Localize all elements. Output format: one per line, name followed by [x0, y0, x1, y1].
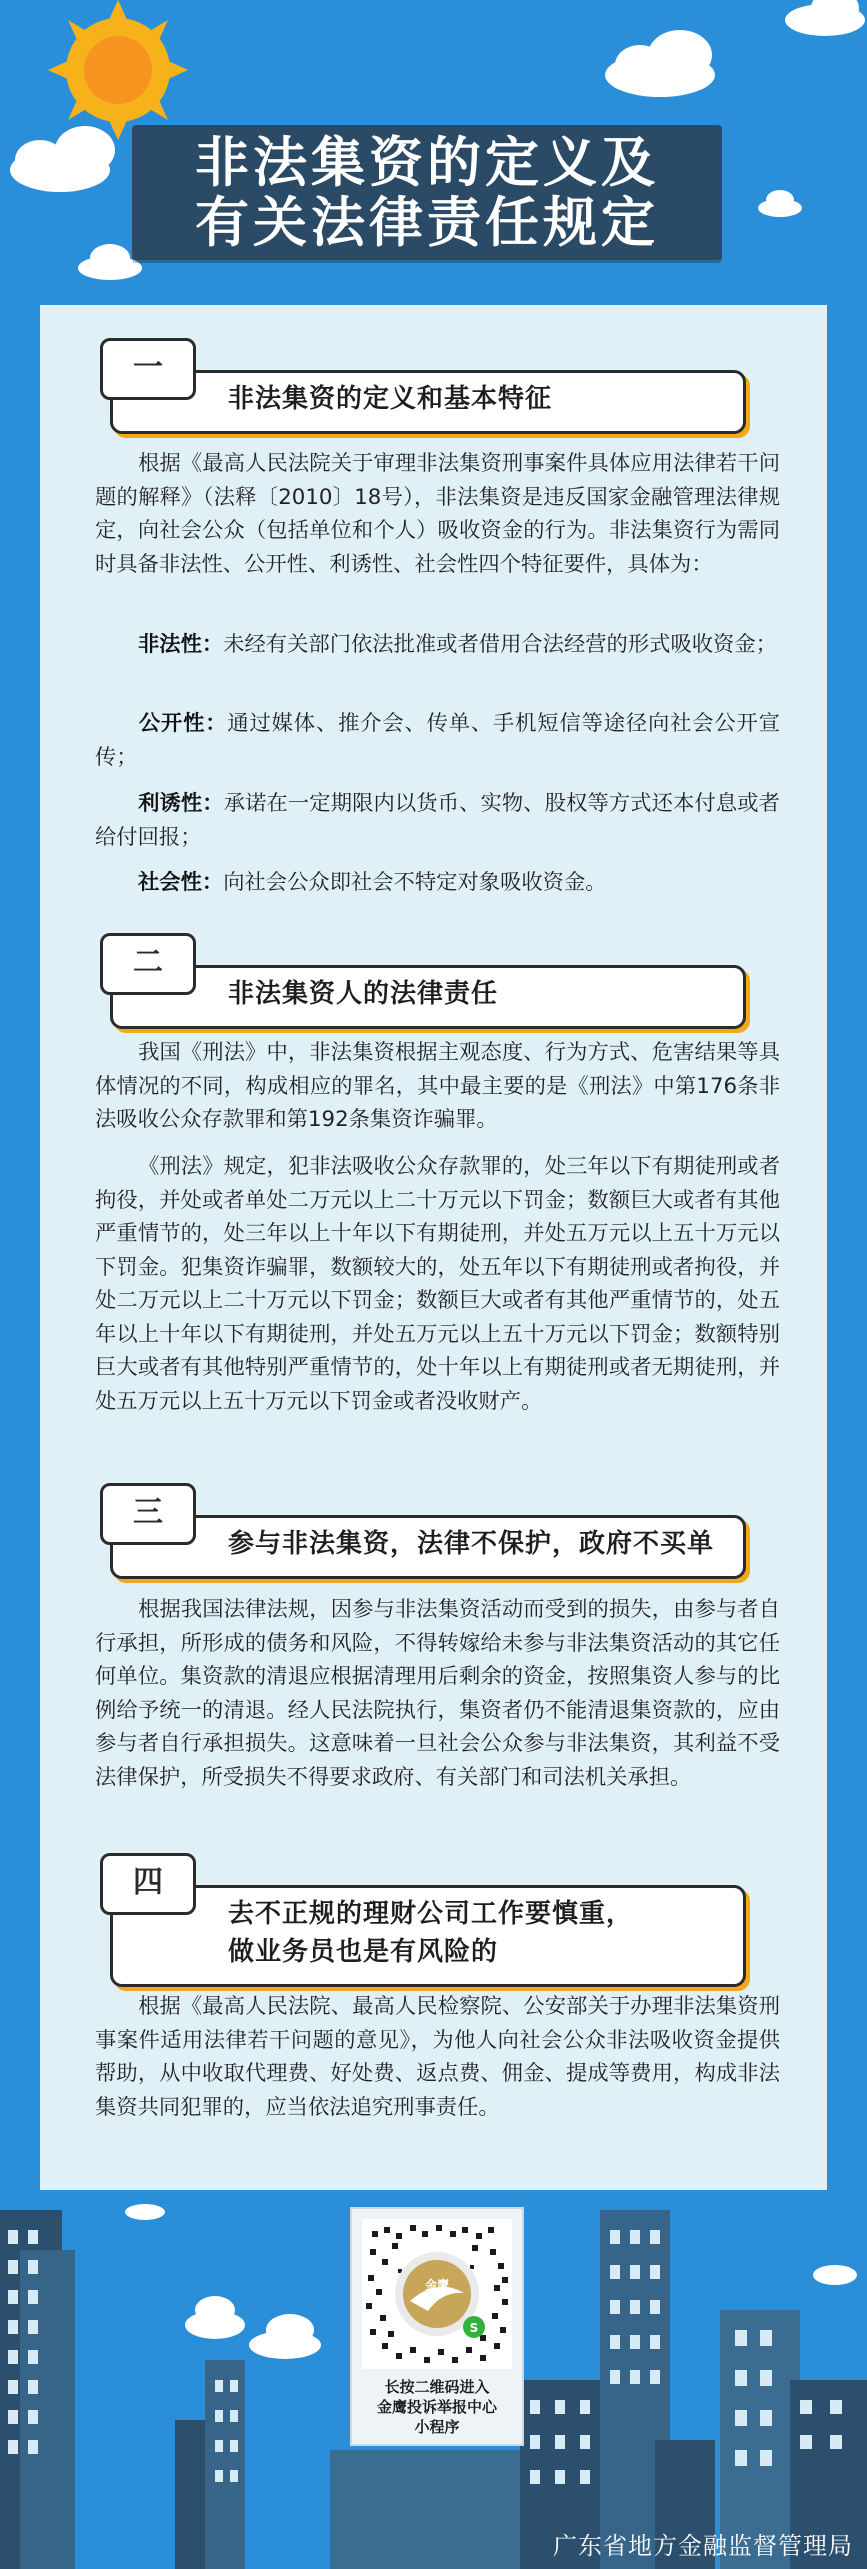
- qr-logo-text: 金鹰: [424, 2278, 450, 2292]
- section-number: 三: [100, 1483, 196, 1545]
- footer-organization: 广东省地方金融监督管理局: [553, 2532, 853, 2560]
- cloud-icon: [785, 0, 865, 36]
- sun-icon: [48, 0, 188, 140]
- section-heading: 非法集资人的法律责任: [228, 979, 499, 1009]
- section-4-para-1: 根据《最高人民法院、最高人民检察院、公安部关于办理非法集资刑事案件适用法律若干问题的意见》，为他人向社会公众非法吸收资金提供帮助，从中收取代理费、好处费、返点费、佣金、提成等费用，构成非法集资共同犯罪的，应当依法追究刑事责任。: [95, 1994, 780, 2120]
- feature-inducement: 利诱性：承诺在一定期限内以货币、实物、股权等方式还本付息或者给付回报；: [95, 791, 780, 850]
- section-header-1: [100, 350, 750, 430]
- qr-code-card[interactable]: [350, 2207, 524, 2446]
- section-heading: 参与非法集资，法律不保护，政府不买单: [228, 1529, 715, 1559]
- feature-publicity: 公开性：通过媒体、推介会、传单、手机短信等途径向社会公开宣传；: [95, 711, 780, 770]
- section-number: 二: [100, 933, 196, 995]
- qr-caption-line3: 小程序: [414, 2418, 460, 2436]
- cloud-icon: [10, 126, 115, 192]
- section-header-3: [100, 1495, 750, 1575]
- svg-text:S: S: [469, 2321, 479, 2335]
- section-heading: 非法集资的定义和基本特征: [228, 384, 553, 414]
- section-2-para-2: 《刑法》规定，犯非法吸收公众存款罪的，处三年以下有期徒刑或者拘役，并处或者单处二万元以上二十万元以下罚金；数额巨大或者有其他严重情节的，处三年以上十年以下有期徒刑，并处五万元以上五十万元以下罚金。犯集资诈骗罪，数额较大的，处五年以下有期徒刑或者拘役，并处二万元以上二十万元以下罚金；数额巨大或者有其他严重情节的，处五年以上十年以下有期徒刑，并处五万元以上五十万元以下罚金；数额特别巨大或者有其他特别严重情节的，处十年以上有期徒刑或者无期徒刑，并处五万元以上五十万元以下罚金或者没收财产。: [95, 1154, 780, 1414]
- section-header-4: [100, 1865, 750, 1967]
- qr-caption-line2: 金鹰投诉举报中心: [376, 2398, 497, 2416]
- section-number: 四: [100, 1853, 196, 1915]
- feature-sociality: 社会性：向社会公众即社会不特定对象吸收资金。: [138, 870, 607, 895]
- qr-caption-line1: 长按二维码进入: [384, 2378, 490, 2396]
- section-heading: 去不正规的理财公司工作要慎重， 做业务员也是有风险的: [228, 1899, 634, 1967]
- cloud-icon: [605, 30, 715, 97]
- title-banner: [132, 125, 722, 260]
- page-title-line1: 非法集资的定义及: [195, 131, 659, 194]
- feature-illegality: 非法性：未经有关部门依法批准或者借用合法经营的形式吸收资金；: [138, 632, 777, 657]
- section-3-para-1: 根据我国法律法规，因参与非法集资活动而受到的损失，由参与者自行承担，所形成的债务和风险，不得转嫁给未参与非法集资活动的其它任何单位。集资款的清退应根据清理用后剩余的资金，按照集资人参与的比例给予统一的清退。经人民法院执行，集资者仍不能清退集资款的，应由参与者自行承担损失。这意味着一旦社会公众参与非法集资，其利益不受法律保护，所受损失不得要求政府、有关部门和司法机关承担。: [95, 1597, 780, 1790]
- section-header-2: [100, 945, 750, 1025]
- page-title-line2: 有关法律责任规定: [195, 191, 659, 254]
- section-number: 一: [100, 338, 196, 400]
- cloud-icon: [758, 190, 802, 217]
- qr-code[interactable]: [362, 2219, 512, 2369]
- section-1-intro: 根据《最高人民法院关于审理非法集资刑事案件具体应用法律若干问题的解释》（法释〔2010〕18号），非法集资是违反国家金融管理法律规定，向社会公众（包括单位和个人）吸收资金的行为。非法集资行为需同时具备非法性、公开性、利诱性、社会性四个特征要件，具体为：: [95, 451, 780, 577]
- section-2-para-1: 我国《刑法》中，非法集资根据主观态度、行为方式、危害结果等具体情况的不同，构成相应的罪名，其中最主要的是《刑法》中第176条非法吸收公众存款罪和第192条集资诈骗罪。: [95, 1040, 780, 1132]
